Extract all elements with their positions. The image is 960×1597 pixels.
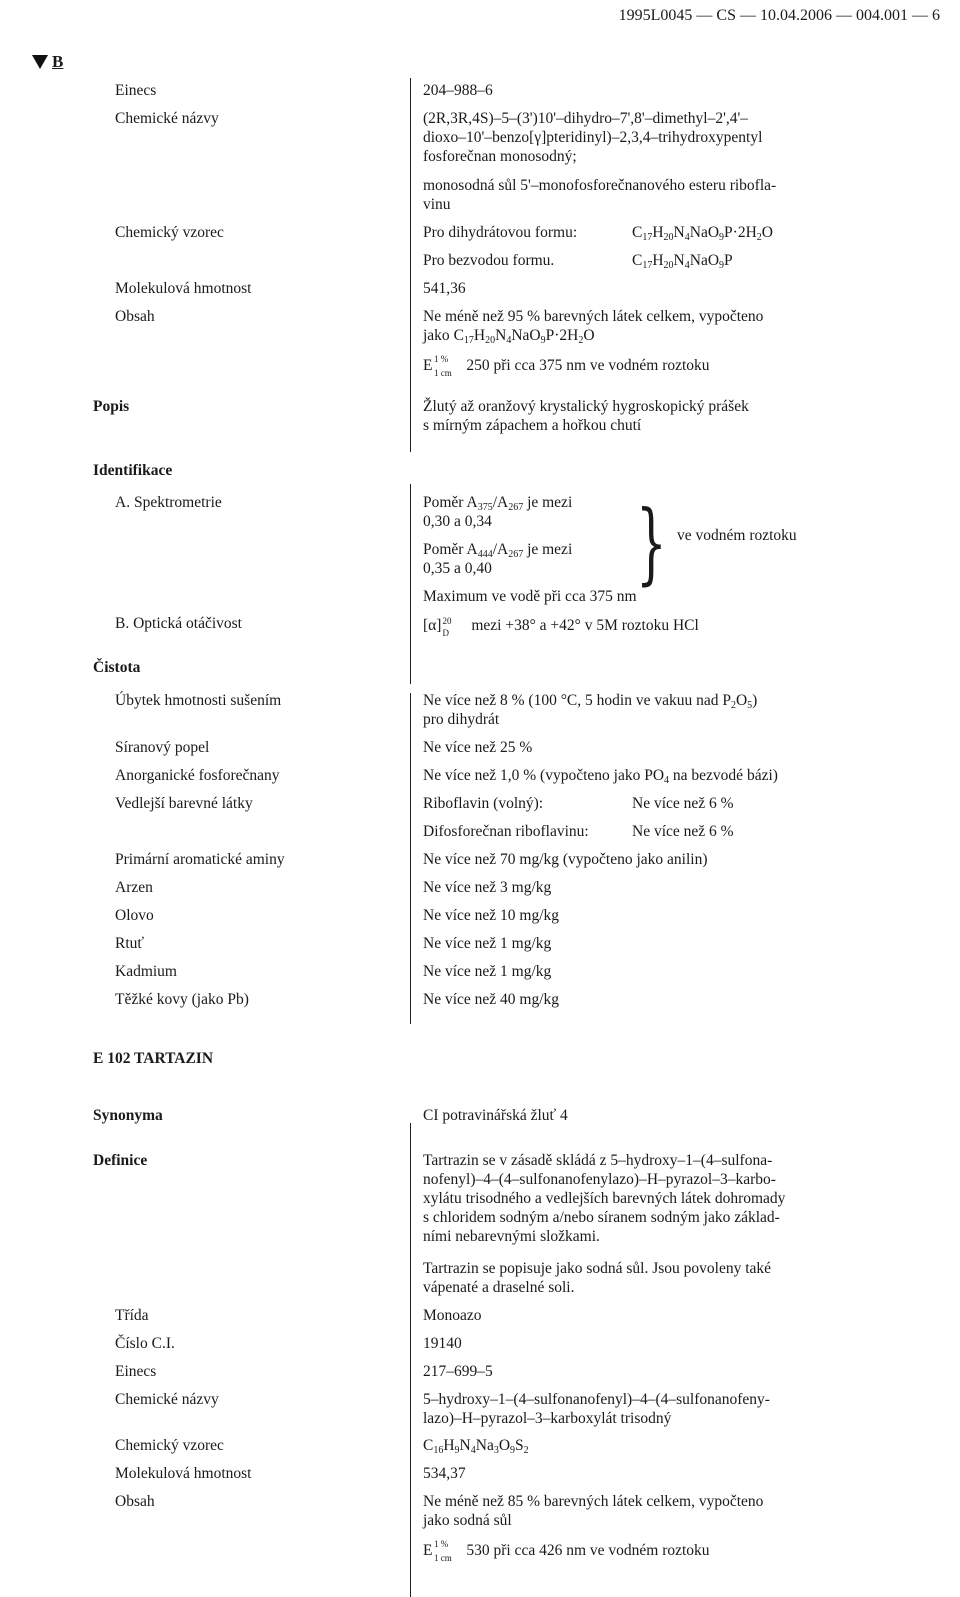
- def-line: nofenyl)–4–(4–sulfonanofenylazo)–H–pyrazol–3–karbo-: [423, 1171, 776, 1188]
- formula-label: Chemický vzorec: [115, 224, 224, 241]
- formula-dihydrate: $C_{17}H_{20}N_4NaO_9P\cdot 2H_2O$: [632, 224, 773, 243]
- right-brace-icon: }: [636, 491, 667, 594]
- ci-label: Číslo C.I.: [115, 1335, 175, 1352]
- doc-id: 1995L0045: [618, 7, 693, 24]
- popis-label: Popis: [93, 398, 130, 415]
- ratio-2-range: 0,35 a 0,40: [423, 560, 492, 577]
- mw-label: Molekulová hmotnost: [115, 280, 252, 297]
- purity-value: Ne více než 6 %: [632, 795, 734, 812]
- ci-value: 19140: [423, 1335, 462, 1352]
- einecs-value: 217–699–5: [423, 1363, 493, 1380]
- spectro-label: A. Spektrometrie: [115, 494, 222, 511]
- ratio-text: Poměr A: [423, 494, 478, 511]
- chem-name-line: monosodná sůl 5'–monofosforečnanového esteru ribofla-: [423, 177, 777, 194]
- purity-value: Ne více než 10 mg/kg: [423, 907, 560, 924]
- chem-name-line: dioxo–10'–benzo[γ]pteridinyl)–2,3,4–trihydroxypentyl: [423, 129, 763, 146]
- ident-label: Identifikace: [93, 462, 173, 479]
- mw-value: 534,37: [423, 1465, 466, 1482]
- einecs-value: 204–988–6: [423, 82, 493, 99]
- def-line: vápenaté a draselné soli.: [423, 1279, 575, 1296]
- purity-value: Ne více než 1 mg/kg: [423, 963, 552, 980]
- content-label: Obsah: [115, 1493, 155, 1510]
- absorption-max: Maximum ve vodě při cca 375 nm: [423, 588, 637, 605]
- ratio-between: je mezi: [527, 541, 573, 558]
- def-line: ními nebarevnými složkami.: [423, 1228, 600, 1245]
- lang: CS: [716, 7, 736, 24]
- section-title: E 102 TARTAZIN: [93, 1050, 214, 1067]
- content-line: Ne méně než 85 % barevných látek celkem, vypočteno: [423, 1493, 764, 1510]
- page-number: 6: [932, 7, 940, 24]
- ratio-text: Poměr A: [423, 541, 478, 558]
- column-divider: [410, 484, 411, 684]
- def-line: Tartrazin se popisuje jako sodná sůl. Jsou povoleny také: [423, 1260, 772, 1277]
- doc-num: 004.001: [856, 7, 908, 24]
- extinction-text: 530 při cca 426 nm ve vodném roztoku: [466, 1542, 710, 1559]
- def-line: s chloridem sodným a/nebo síranem sodným jako základ-: [423, 1209, 780, 1226]
- purity-label: Vedlejší barevné látky: [115, 795, 253, 812]
- loss-line-2: pro dihydrát: [423, 711, 500, 728]
- purity-value: Difosforečnan riboflavinu:: [423, 823, 589, 840]
- syn-label: Synonyma: [93, 1107, 163, 1124]
- page-header: 1995L0045 — CS — 10.04.2006 — 004.001 — 6: [618, 7, 940, 24]
- class-label: Třída: [115, 1307, 149, 1324]
- column-divider: [410, 78, 411, 452]
- extinction-symbol: E 1 % 1 cm: [423, 1541, 432, 1560]
- purity-label: Rtuť: [115, 935, 145, 952]
- def-label: Definice: [93, 1152, 148, 1169]
- ratio-1-range: 0,30 a 0,34: [423, 513, 492, 530]
- purity-title: Čistota: [93, 659, 141, 676]
- ratio-1: Poměr $A_{375}/A_{267}$ je mezi: [423, 494, 573, 513]
- purity-value: Ne více než 3 mg/kg: [423, 879, 552, 896]
- loss-text: Ne více než 8 % (100 °C, 5 hodin ve vakuu nad P: [423, 692, 731, 709]
- content-label: Obsah: [115, 308, 155, 325]
- purity-label: Kadmium: [115, 963, 177, 980]
- chem-name-line: (2R,3R,4S)–5–(3')10'–dihydro–7',8'–dimethyl–2',4'–: [423, 110, 749, 127]
- column-divider: [410, 1123, 411, 1597]
- form-dihydrate: Pro dihydrátovou formu:: [423, 224, 578, 241]
- doc-date: 10.04.2006: [760, 7, 832, 24]
- content-line: Ne méně než 95 % barevných látek celkem, vypočteno: [423, 308, 764, 325]
- chem-name-line: vinu: [423, 196, 451, 213]
- form-anhydrous: Pro bezvodou formu.: [423, 252, 555, 269]
- purity-value: Riboflavin (volný):: [423, 795, 544, 812]
- phosph-text: Ne více než 1,0 % (vypočteno jako PO: [423, 767, 665, 784]
- extinction-line: [423, 354, 710, 378]
- purity-value: Ne více než 25 %: [423, 739, 533, 756]
- chem-name-line: 5–hydroxy–1–(4–sulfonanofenyl)–4–(4–sulfonanofeny-: [423, 1391, 770, 1408]
- extinction-text: 250 při cca 375 nm ve vodném roztoku: [466, 357, 710, 374]
- def-line: xylátu trisodného a vedlejších barevných látek dohromady: [423, 1190, 786, 1207]
- purity-value: Ne více než 1 mg/kg: [423, 935, 552, 952]
- purity-label: Arzen: [115, 879, 153, 896]
- purity-label: Olovo: [115, 907, 154, 924]
- marker-letter: B: [52, 52, 64, 71]
- formula-value: $C_{16}H_9N_4Na_3O_9S_2$: [423, 1437, 529, 1456]
- content-formula: jako $C_{17}H_{20}N_4NaO_9P\cdot 2H_2O$: [423, 327, 595, 346]
- triangle-down-icon: [32, 55, 48, 69]
- ratio-2: Poměr $A_{444}/A_{267}$ je mezi: [423, 541, 573, 560]
- ratio-between: je mezi: [527, 494, 573, 511]
- optical-text: mezi +38° a +42° v 5M roztoku HCl: [471, 617, 699, 634]
- purity-label: Těžké kovy (jako Pb): [115, 991, 249, 1008]
- popis-line: s mírným zápachem a hořkou chutí: [423, 417, 642, 434]
- einecs-label: Einecs: [115, 82, 157, 99]
- def-line: Tartrazin se v zásadě skládá z 5–hydroxy–1–(4–sulfona-: [423, 1152, 773, 1169]
- formula-anhydrous: $C_{17}H_{20}N_4NaO_9P$: [632, 252, 733, 271]
- column-divider: [410, 693, 411, 1024]
- amendment-marker: [32, 52, 63, 71]
- phosph-text: na bezvodé bázi): [672, 767, 778, 784]
- mw-label: Molekulová hmotnost: [115, 1465, 252, 1482]
- jako: jako: [423, 327, 450, 344]
- purity-label: Úbytek hmotnosti sušením: [115, 692, 282, 709]
- loss-line: Ne více než 8 % (100 °C, 5 hodin ve vakuu nad $P_2O_5$): [423, 692, 758, 711]
- optical-label: B. Optická otáčivost: [115, 615, 242, 632]
- e-sub: 1 cm: [434, 368, 452, 378]
- purity-value: Ne více než 6 %: [632, 823, 734, 840]
- optical-line: [423, 616, 699, 637]
- e-sup: 1 %: [434, 1539, 449, 1549]
- formula-label: Chemický vzorec: [115, 1437, 224, 1454]
- chem-name-line: lazo)–H–pyrazol–3–karboxylát trisodný: [423, 1410, 672, 1427]
- purity-label: Síranový popel: [115, 739, 210, 756]
- alpha-symbol: [α] 20 D: [423, 616, 452, 638]
- content-line: jako sodná sůl: [423, 1512, 512, 1529]
- purity-value: Ne více než 40 mg/kg: [423, 991, 560, 1008]
- aq-solution: ve vodném roztoku: [677, 527, 797, 544]
- syn-value: CI potravinářská žluť 4: [423, 1107, 568, 1124]
- purity-value: Ne více než 70 mg/kg (vypočteno jako anilin): [423, 851, 708, 868]
- einecs-label: Einecs: [115, 1363, 157, 1380]
- class-value: Monoazo: [423, 1307, 482, 1324]
- e-sup: 1 %: [434, 354, 449, 364]
- chem-names-label: Chemické názvy: [115, 1391, 219, 1408]
- mw-value: 541,36: [423, 280, 466, 297]
- extinction-symbol: E 1 % 1 cm: [423, 356, 432, 375]
- chem-name-line: fosforečnan monosodný;: [423, 148, 577, 165]
- chem-names-label: Chemické názvy: [115, 110, 219, 127]
- purity-label: Primární aromatické aminy: [115, 851, 285, 868]
- purity-label: Anorganické fosforečnany: [115, 767, 280, 784]
- popis-line: Žlutý až oranžový krystalický hygroskopický prášek: [423, 398, 749, 415]
- extinction-line: [423, 1539, 710, 1563]
- e-sub: 1 cm: [434, 1553, 452, 1563]
- phosphate-line: Ne více než 1,0 % (vypočteno jako $PO_4$ na bezvodé bázi): [423, 767, 778, 786]
